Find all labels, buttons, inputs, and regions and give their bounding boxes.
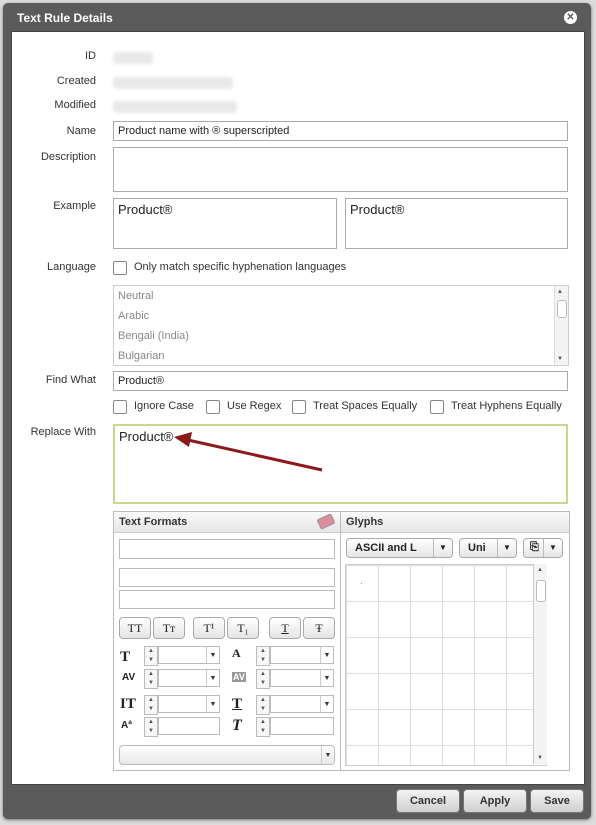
chevron-down-icon[interactable]: ▼ [320, 670, 333, 686]
scroll-thumb[interactable] [557, 300, 567, 318]
vertical-scale-stepper[interactable]: ▲ ▼ [144, 695, 158, 715]
chevron-down-icon[interactable]: ▼ [433, 539, 452, 557]
scroll-thumb[interactable] [536, 580, 546, 602]
font-size-stepper[interactable]: ▲ ▼ [144, 646, 158, 666]
treat-spaces-label: Treat Spaces Equally [313, 400, 418, 412]
font-size-field[interactable] [158, 646, 220, 664]
vertical-scale-field[interactable] [158, 695, 220, 713]
horizontal-scale-icon: T [232, 696, 243, 712]
encoding-select[interactable] [459, 538, 517, 558]
glyph-grid[interactable] [345, 564, 547, 766]
chevron-down-icon[interactable]: ▼ [497, 539, 516, 557]
strikethrough-button[interactable]: Ŧ [303, 617, 335, 639]
language-checkbox-label: Only match specific hyphenation languages [134, 261, 347, 273]
scroll-down-icon[interactable]: ▼ [557, 356, 563, 362]
find-label: Find What [45, 374, 96, 386]
language-label: Language [47, 261, 96, 273]
name-label: Name [66, 125, 96, 137]
replace-text: Product® [119, 429, 174, 444]
id-label: ID [85, 50, 96, 62]
chevron-down-icon[interactable]: ▼ [320, 696, 333, 712]
small-caps-button[interactable]: Tт [153, 617, 185, 639]
use-regex-checkbox[interactable] [206, 400, 220, 414]
glyph-options-select[interactable] [523, 538, 563, 558]
treat-spaces-checkbox[interactable] [292, 400, 306, 414]
skew-stepper[interactable]: ▲ ▼ [256, 717, 270, 737]
description-label: Description [40, 151, 96, 163]
description-input[interactable] [113, 147, 568, 192]
chevron-down-icon[interactable]: ▼ [321, 746, 334, 764]
glyphs-panel [340, 511, 570, 771]
created-value-redacted [113, 77, 233, 89]
vertical-scale-icon: IT [120, 696, 136, 712]
replace-label: Replace With [30, 426, 96, 438]
chevron-down-icon[interactable]: ▼ [206, 696, 219, 712]
chevron-down-icon[interactable]: ▼ [320, 647, 333, 663]
subscript-button[interactable]: T₁ [227, 617, 259, 639]
baseline-shift-stepper[interactable]: ▲ ▼ [144, 717, 158, 737]
encoding-value: Uni [468, 542, 486, 554]
font-icon: ⎘ [530, 541, 539, 553]
scroll-down-icon[interactable]: ▼ [537, 755, 543, 761]
created-label: Created [56, 75, 96, 87]
list-item[interactable]: Neutral [118, 290, 154, 302]
cancel-button[interactable]: Cancel [396, 789, 460, 813]
treat-hyphens-label: Treat Hyphens Equally [451, 400, 562, 412]
horizontal-scale-field[interactable] [270, 695, 334, 713]
charset-value: ASCII and L [355, 542, 417, 554]
charset-select[interactable] [346, 538, 453, 558]
id-value-redacted [113, 52, 153, 64]
list-item[interactable]: Bengali (India) [118, 330, 189, 342]
tracking-icon: AV [233, 672, 245, 682]
text-formats-title: Text Formats [119, 516, 188, 528]
annotation-arrow-icon [172, 432, 327, 477]
leading-field[interactable] [270, 646, 334, 664]
ignore-case-label: Ignore Case [134, 400, 194, 412]
kerning-stepper[interactable]: ▲ ▼ [144, 669, 158, 689]
text-formats-panel [113, 511, 341, 771]
glyphs-title: Glyphs [346, 516, 384, 528]
use-regex-label: Use Regex [227, 400, 282, 412]
skew-icon: T [232, 717, 242, 734]
tracking-stepper[interactable]: ▲ ▼ [256, 669, 270, 689]
scroll-up-icon[interactable]: ▲ [557, 289, 563, 295]
underline-button[interactable]: T [269, 617, 301, 639]
language-list-scrollbar[interactable] [554, 286, 568, 365]
ignore-case-checkbox[interactable] [113, 400, 127, 414]
modified-value-redacted [113, 101, 237, 113]
title-bar [3, 3, 591, 31]
tracking-field[interactable] [270, 669, 334, 687]
skew-field[interactable] [270, 717, 334, 735]
format-field-2[interactable] [119, 568, 335, 587]
dialog-body [11, 31, 585, 785]
modified-label: Modified [54, 99, 96, 111]
name-input[interactable]: Product name with ® superscripted [113, 121, 568, 141]
close-icon[interactable]: ✕ [564, 11, 577, 24]
glyph-cell[interactable]: · [360, 579, 363, 588]
example-label: Example [53, 200, 96, 212]
find-input[interactable]: Product® [113, 371, 568, 391]
superscript-button[interactable]: T¹ [193, 617, 225, 639]
chevron-down-icon[interactable]: ▼ [206, 647, 219, 663]
baseline-shift-icon: Aª [121, 720, 132, 731]
format-field-3[interactable] [119, 590, 335, 609]
format-field-1[interactable] [119, 539, 335, 559]
scroll-up-icon[interactable]: ▲ [537, 567, 543, 573]
glyph-grid-scrollbar[interactable] [533, 564, 547, 764]
treat-hyphens-checkbox[interactable] [430, 400, 444, 414]
chevron-down-icon[interactable]: ▼ [543, 539, 562, 557]
horizontal-scale-stepper[interactable]: ▲ ▼ [256, 695, 270, 715]
leading-stepper[interactable]: ▲ ▼ [256, 646, 270, 666]
kerning-icon: AV [122, 672, 136, 683]
font-size-icon: T [120, 649, 131, 665]
save-button[interactable]: Save [530, 789, 584, 813]
apply-button[interactable]: Apply [463, 789, 527, 813]
list-item[interactable]: Bulgarian [118, 350, 165, 362]
language-list[interactable] [113, 285, 569, 366]
language-checkbox[interactable] [113, 261, 127, 275]
example-before: Product® [113, 198, 337, 249]
example-after: Product® [345, 198, 568, 249]
chevron-down-icon[interactable]: ▼ [206, 670, 219, 686]
style-select[interactable] [119, 745, 335, 765]
text-rule-dialog [3, 3, 591, 819]
all-caps-button[interactable]: TT [119, 617, 151, 639]
eraser-icon[interactable] [316, 513, 335, 530]
leading-icon: A [232, 646, 241, 660]
baseline-shift-field[interactable] [158, 717, 220, 735]
dialog-title: Text Rule Details [17, 11, 113, 25]
list-item[interactable]: Arabic [118, 310, 150, 322]
text-formats-header [114, 512, 340, 533]
glyphs-header [341, 512, 569, 533]
kerning-field[interactable] [158, 669, 220, 687]
